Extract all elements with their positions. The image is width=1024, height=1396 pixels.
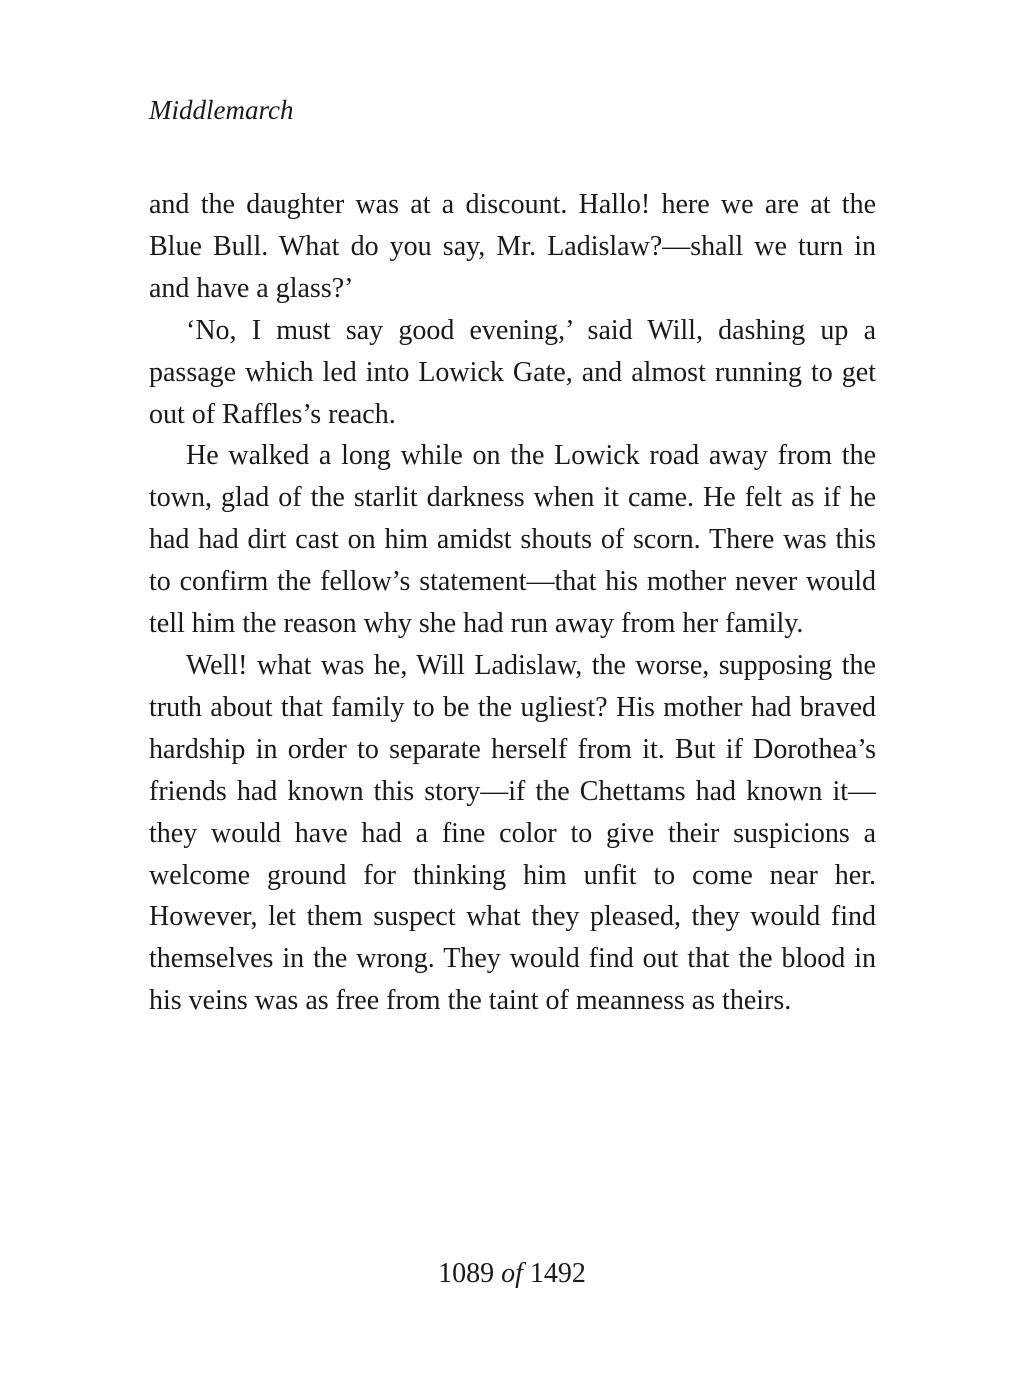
paragraph-continued: and the daughter was at a discount. Hallo! here we are at the Blue Bull. What do you say, Mr. Ladislaw?—shall we turn in and have a glass?’: [149, 189, 876, 304]
paragraph: ‘No, I must say good evening,’ said Will, dashing up a passage which led into Lowick Gate, and almost running to get out of Raffles’s reach.: [149, 314, 876, 430]
total-pages-number: 1492: [529, 1258, 586, 1289]
paragraph: Well! what was he, Will Ladislaw, the worse, supposing the truth about that family to be the ugliest? His mother had braved hardship in order to separate herself from it. But if Dorothea’s friends had known this story—if the Chettams had known it— they would have had a fine color to give their suspicions a welcome ground for thinking him unfit to come near her. However, let them suspect what they pleased, they would find themselves in the wrong. They would find out that the blood in his veins was as free from the taint of meanness as theirs.: [149, 649, 876, 1017]
paragraph: He walked a long while on the Lowick road away from the town, glad of the starlit darkness when it came. He felt as if he had had dirt cast on him amidst shouts of scorn. There was this to confirm the fellow’s statement—that his mother never would tell him the reason why she had run away from her family.: [149, 440, 876, 640]
page-number: [0, 1256, 1024, 1292]
body-text: [149, 184, 876, 1022]
of-label: of: [501, 1258, 523, 1289]
current-page-number: 1089: [438, 1258, 495, 1289]
running-title: Middlemarch: [149, 95, 294, 125]
